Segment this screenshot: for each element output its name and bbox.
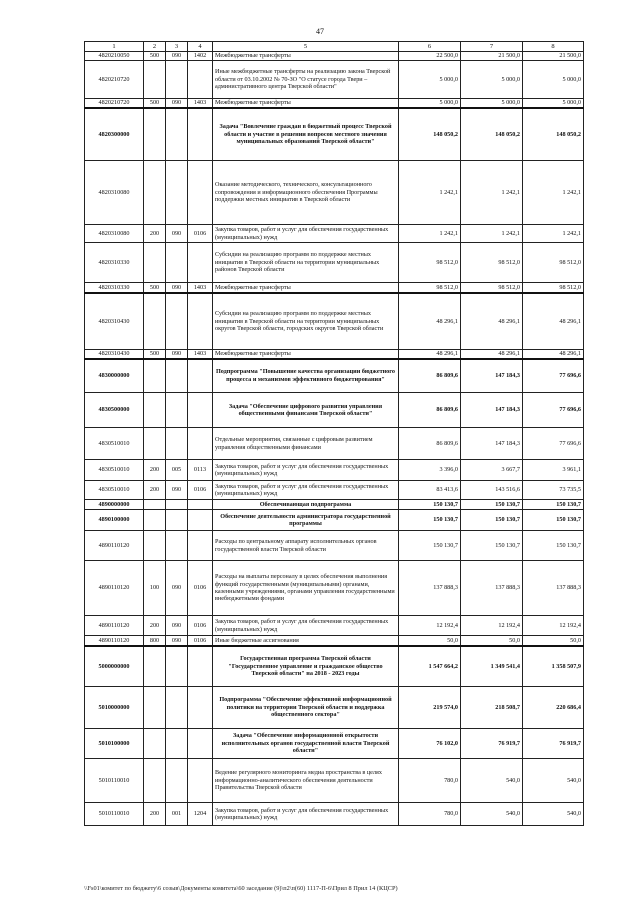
table-row	[85, 481, 584, 500]
row-section-code	[188, 687, 213, 729]
row-description: Обеспечивающая подпрограмма	[213, 500, 399, 510]
row-code: 4820310430	[85, 350, 144, 359]
row-admin-code	[166, 61, 188, 99]
table-row	[85, 729, 584, 759]
row-code: 4820310080	[85, 161, 144, 225]
row-description: Закупка товаров, работ и услуг для обеспечения государственных (муниципальных) нужд	[213, 616, 399, 636]
row-value-col8: 77 696,6	[523, 359, 584, 393]
table-row	[85, 243, 584, 283]
row-admin-code: 090	[166, 225, 188, 243]
table-row	[85, 225, 584, 243]
row-vr-code: 200	[144, 481, 166, 500]
row-admin-code	[166, 161, 188, 225]
row-value-col8: 1 358 507,9	[523, 646, 584, 687]
row-value-col7: 48 296,1	[461, 293, 523, 350]
row-value-col8: 220 686,4	[523, 687, 584, 729]
row-value-col7: 147 184,3	[461, 428, 523, 460]
row-value-col8: 76 919,7	[523, 729, 584, 759]
row-code: 5010110010	[85, 759, 144, 803]
row-code: 4820210720	[85, 99, 144, 108]
row-description: Задача "Обеспечение цифрового развития управления общественными финансами Тверской области"	[213, 393, 399, 428]
row-value-col6: 137 888,3	[399, 561, 461, 616]
row-vr-code: 800	[144, 636, 166, 646]
row-value-col7: 150 130,7	[461, 500, 523, 510]
row-value-col6: 50,0	[399, 636, 461, 646]
row-value-col6: 86 809,6	[399, 428, 461, 460]
column-header: 6	[399, 42, 461, 52]
row-value-col6: 1 242,1	[399, 225, 461, 243]
row-code: 4820300000	[85, 108, 144, 161]
row-admin-code	[166, 729, 188, 759]
table-row	[85, 293, 584, 350]
row-description: Межбюджетные трансферты	[213, 350, 399, 359]
row-vr-code	[144, 531, 166, 561]
row-admin-code: 001	[166, 803, 188, 826]
row-value-col7: 12 192,4	[461, 616, 523, 636]
header-row	[85, 42, 584, 52]
row-value-col8: 1 242,1	[523, 225, 584, 243]
row-value-col7: 21 500,0	[461, 52, 523, 61]
row-section-code	[188, 243, 213, 283]
row-value-col6: 76 102,0	[399, 729, 461, 759]
table-row	[85, 561, 584, 616]
row-code: 4890110120	[85, 531, 144, 561]
row-section-code	[188, 393, 213, 428]
row-description: Оказание методического, технического, консультационного сопровождения и информационного обеспечения Программы поддержки местных инициатив в Тверской области	[213, 161, 399, 225]
budget-table	[84, 41, 584, 826]
table-row	[85, 393, 584, 428]
table-row	[85, 108, 584, 161]
row-value-col7: 50,0	[461, 636, 523, 646]
row-vr-code: 200	[144, 460, 166, 481]
column-header: 5	[213, 42, 399, 52]
table-row	[85, 99, 584, 108]
table-row	[85, 52, 584, 61]
row-code: 4890110120	[85, 636, 144, 646]
row-section-code	[188, 428, 213, 460]
row-section-code	[188, 646, 213, 687]
row-vr-code: 500	[144, 52, 166, 61]
row-description: Расходы на выплаты персоналу в целях обеспечения выполнения функций государственными (муниципальными) органами, казенными учреждениями, органами управления государственными внебюджетными фондами	[213, 561, 399, 616]
row-code: 4820310430	[85, 293, 144, 350]
column-header: 4	[188, 42, 213, 52]
row-admin-code: 090	[166, 636, 188, 646]
row-description: Субсидии на реализацию программ по поддержке местных инициатив в Тверской области на территории муниципальных районов Тверской области	[213, 243, 399, 283]
row-value-col6: 48 296,1	[399, 293, 461, 350]
row-value-col8: 148 050,2	[523, 108, 584, 161]
row-value-col6: 148 050,2	[399, 108, 461, 161]
row-admin-code: 090	[166, 99, 188, 108]
row-value-col8: 98 512,0	[523, 283, 584, 293]
row-code: 4830500000	[85, 393, 144, 428]
row-value-col7: 147 184,3	[461, 359, 523, 393]
row-admin-code	[166, 293, 188, 350]
row-code: 5000000000	[85, 646, 144, 687]
row-code: 4890000000	[85, 500, 144, 510]
row-description: Отдельные мероприятия, связанные с цифровым развитием управления общественными финансами	[213, 428, 399, 460]
row-code: 4890100000	[85, 510, 144, 531]
row-value-col8: 77 696,6	[523, 393, 584, 428]
row-admin-code	[166, 687, 188, 729]
row-value-col6: 98 512,0	[399, 283, 461, 293]
table-row	[85, 161, 584, 225]
row-admin-code: 090	[166, 52, 188, 61]
row-value-col7: 137 888,3	[461, 561, 523, 616]
row-value-col7: 48 296,1	[461, 350, 523, 359]
row-value-col6: 22 500,0	[399, 52, 461, 61]
row-vr-code: 200	[144, 803, 166, 826]
row-value-col8: 150 130,7	[523, 510, 584, 531]
row-value-col7: 5 000,0	[461, 99, 523, 108]
row-section-code	[188, 510, 213, 531]
row-vr-code: 500	[144, 350, 166, 359]
row-value-col6: 219 574,0	[399, 687, 461, 729]
row-description: Межбюджетные трансферты	[213, 283, 399, 293]
row-code: 4820210720	[85, 61, 144, 99]
row-value-col7: 5 000,0	[461, 61, 523, 99]
row-value-col6: 150 130,7	[399, 500, 461, 510]
row-description: Задача "Обеспечение информационной открытости исполнительных органов государственной власти Тверской области"	[213, 729, 399, 759]
row-section-code	[188, 531, 213, 561]
row-value-col6: 1 242,1	[399, 161, 461, 225]
row-description: Обеспечение деятельности администратора государственной программы	[213, 510, 399, 531]
row-vr-code	[144, 293, 166, 350]
row-description: Ведение регулярного мониторинга медиа пространства в целях информационно-аналитического обеспечения деятельности Правительства Тверской области	[213, 759, 399, 803]
row-value-col8: 21 500,0	[523, 52, 584, 61]
row-value-col7: 3 667,7	[461, 460, 523, 481]
row-value-col7: 150 130,7	[461, 531, 523, 561]
row-section-code	[188, 108, 213, 161]
row-description: Иные межбюджетные трансферты на реализацию закона Тверской области от 03.10.2002 № 70-ЗО "О статусе города Твери – административного центра Тверской области"	[213, 61, 399, 99]
row-vr-code	[144, 646, 166, 687]
row-admin-code	[166, 393, 188, 428]
row-vr-code	[144, 687, 166, 729]
row-value-col6: 3 396,0	[399, 460, 461, 481]
row-admin-code	[166, 759, 188, 803]
row-vr-code: 200	[144, 616, 166, 636]
row-code: 5010000000	[85, 687, 144, 729]
row-value-col6: 150 130,7	[399, 510, 461, 531]
row-section-code: 0113	[188, 460, 213, 481]
row-section-code: 0106	[188, 616, 213, 636]
row-value-col8: 137 888,3	[523, 561, 584, 616]
column-header: 2	[144, 42, 166, 52]
row-section-code: 0106	[188, 225, 213, 243]
row-vr-code	[144, 500, 166, 510]
footer-file-path: \\Fs01\комитет по бюджету\6 созыв\Документы комитета\60 заседание (9)\п2\п(60) 1117-П-6\Прил 8 Прил 14 (КЦСР)	[84, 885, 398, 892]
table-row	[85, 531, 584, 561]
row-value-col6: 780,0	[399, 759, 461, 803]
row-value-col6: 1 547 664,2	[399, 646, 461, 687]
row-vr-code	[144, 161, 166, 225]
row-value-col6: 48 296,1	[399, 350, 461, 359]
row-admin-code	[166, 500, 188, 510]
row-value-col8: 150 130,7	[523, 500, 584, 510]
row-admin-code	[166, 359, 188, 393]
row-admin-code	[166, 510, 188, 531]
row-vr-code	[144, 243, 166, 283]
row-section-code: 0106	[188, 481, 213, 500]
column-header: 8	[523, 42, 584, 52]
row-section-code: 0106	[188, 636, 213, 646]
row-description: Межбюджетные трансферты	[213, 99, 399, 108]
row-value-col6: 12 192,4	[399, 616, 461, 636]
row-admin-code	[166, 243, 188, 283]
row-code: 4830000000	[85, 359, 144, 393]
row-value-col6: 150 130,7	[399, 531, 461, 561]
row-section-code	[188, 359, 213, 393]
table-row	[85, 500, 584, 510]
table-row	[85, 687, 584, 729]
row-vr-code	[144, 428, 166, 460]
table-row	[85, 428, 584, 460]
table-row	[85, 359, 584, 393]
row-value-col7: 143 516,6	[461, 481, 523, 500]
row-value-col8: 48 296,1	[523, 293, 584, 350]
row-value-col6: 86 809,6	[399, 359, 461, 393]
row-section-code	[188, 161, 213, 225]
row-value-col8: 5 000,0	[523, 61, 584, 99]
table-row	[85, 283, 584, 293]
row-section-code: 1403	[188, 283, 213, 293]
table-row	[85, 646, 584, 687]
row-description: Государственная программа Тверской области "Государственное управление и гражданское общество Тверской области" на 2018 - 2023 годы	[213, 646, 399, 687]
table-body	[85, 52, 584, 826]
row-value-col6: 83 413,6	[399, 481, 461, 500]
row-section-code: 1402	[188, 52, 213, 61]
row-value-col7: 540,0	[461, 803, 523, 826]
row-admin-code: 090	[166, 561, 188, 616]
row-description: Расходы по центральному аппарату исполнительных органов государственной власти Тверской области	[213, 531, 399, 561]
row-value-col8: 12 192,4	[523, 616, 584, 636]
row-description: Подпрограмма "Обеспечение эффективной информационной политики на территории Тверской области и поддержка общественного сектора"	[213, 687, 399, 729]
row-section-code: 0106	[188, 561, 213, 616]
row-vr-code	[144, 61, 166, 99]
table-row	[85, 616, 584, 636]
row-value-col7: 1 349 541,4	[461, 646, 523, 687]
row-code: 4890110120	[85, 616, 144, 636]
table-row	[85, 636, 584, 646]
column-header: 7	[461, 42, 523, 52]
row-vr-code: 200	[144, 225, 166, 243]
row-value-col8: 3 961,1	[523, 460, 584, 481]
table-row	[85, 61, 584, 99]
row-code: 4820310330	[85, 283, 144, 293]
row-code: 4890110120	[85, 561, 144, 616]
row-vr-code: 500	[144, 283, 166, 293]
row-value-col8: 5 000,0	[523, 99, 584, 108]
row-admin-code: 090	[166, 350, 188, 359]
row-code: 4830510010	[85, 428, 144, 460]
table-row	[85, 759, 584, 803]
table-row	[85, 803, 584, 826]
row-value-col7: 76 919,7	[461, 729, 523, 759]
row-admin-code: 090	[166, 616, 188, 636]
row-value-col7: 98 512,0	[461, 283, 523, 293]
row-description: Закупка товаров, работ и услуг для обеспечения государственных (муниципальных) нужд	[213, 803, 399, 826]
table-row	[85, 350, 584, 359]
row-description: Подпрограмма "Повышение качества организации бюджетного процесса и механизмов эффективного бюджетирования"	[213, 359, 399, 393]
row-description: Межбюджетные трансферты	[213, 52, 399, 61]
row-vr-code	[144, 510, 166, 531]
row-section-code: 1403	[188, 99, 213, 108]
row-value-col6: 5 000,0	[399, 99, 461, 108]
row-value-col7: 1 242,1	[461, 161, 523, 225]
row-admin-code	[166, 646, 188, 687]
row-admin-code: 090	[166, 481, 188, 500]
row-value-col7: 148 050,2	[461, 108, 523, 161]
page-number: 47	[316, 27, 324, 36]
row-admin-code	[166, 428, 188, 460]
row-section-code: 1204	[188, 803, 213, 826]
row-section-code	[188, 729, 213, 759]
row-value-col8: 540,0	[523, 759, 584, 803]
row-value-col6: 86 809,6	[399, 393, 461, 428]
row-admin-code	[166, 108, 188, 161]
row-code: 4830510010	[85, 460, 144, 481]
table-row	[85, 510, 584, 531]
row-code: 5010110010	[85, 803, 144, 826]
row-description: Закупка товаров, работ и услуг для обеспечения государственных (муниципальных) нужд	[213, 481, 399, 500]
row-value-col8: 73 735,5	[523, 481, 584, 500]
row-admin-code: 005	[166, 460, 188, 481]
row-value-col8: 48 296,1	[523, 350, 584, 359]
row-vr-code	[144, 729, 166, 759]
row-description: Задача "Вовлечение граждан в бюджетный процесс Тверской области и участие в решении вопросов местного значения муниципальных образований Тверской области"	[213, 108, 399, 161]
row-description: Закупка товаров, работ и услуг для обеспечения государственных (муниципальных) нужд	[213, 225, 399, 243]
column-header: 3	[166, 42, 188, 52]
row-section-code	[188, 759, 213, 803]
row-vr-code	[144, 759, 166, 803]
row-description: Иные бюджетные ассигнования	[213, 636, 399, 646]
row-vr-code: 500	[144, 99, 166, 108]
row-value-col6: 5 000,0	[399, 61, 461, 99]
row-section-code	[188, 293, 213, 350]
row-value-col7: 150 130,7	[461, 510, 523, 531]
row-vr-code	[144, 393, 166, 428]
table-row	[85, 460, 584, 481]
row-value-col7: 98 512,0	[461, 243, 523, 283]
row-value-col8: 540,0	[523, 803, 584, 826]
row-code: 4820310080	[85, 225, 144, 243]
row-code: 4830510010	[85, 481, 144, 500]
row-code: 4820310330	[85, 243, 144, 283]
row-value-col8: 150 130,7	[523, 531, 584, 561]
row-value-col6: 98 512,0	[399, 243, 461, 283]
row-value-col8: 98 512,0	[523, 243, 584, 283]
row-value-col7: 218 508,7	[461, 687, 523, 729]
row-value-col6: 780,0	[399, 803, 461, 826]
column-header: 1	[85, 42, 144, 52]
row-value-col8: 77 696,6	[523, 428, 584, 460]
row-vr-code	[144, 359, 166, 393]
row-value-col7: 147 184,3	[461, 393, 523, 428]
row-description: Субсидии на реализацию программ по поддержке местных инициатив в Тверской области на территории муниципальных округов Тверской области, городских округов Тверской области	[213, 293, 399, 350]
row-vr-code: 100	[144, 561, 166, 616]
row-section-code	[188, 500, 213, 510]
row-vr-code	[144, 108, 166, 161]
row-description: Закупка товаров, работ и услуг для обеспечения государственных (муниципальных) нужд	[213, 460, 399, 481]
row-value-col8: 50,0	[523, 636, 584, 646]
row-admin-code	[166, 531, 188, 561]
row-code: 5010100000	[85, 729, 144, 759]
row-admin-code: 090	[166, 283, 188, 293]
row-value-col7: 540,0	[461, 759, 523, 803]
row-section-code: 1403	[188, 350, 213, 359]
row-value-col7: 1 242,1	[461, 225, 523, 243]
row-value-col8: 1 242,1	[523, 161, 584, 225]
row-section-code	[188, 61, 213, 99]
row-code: 4820210050	[85, 52, 144, 61]
